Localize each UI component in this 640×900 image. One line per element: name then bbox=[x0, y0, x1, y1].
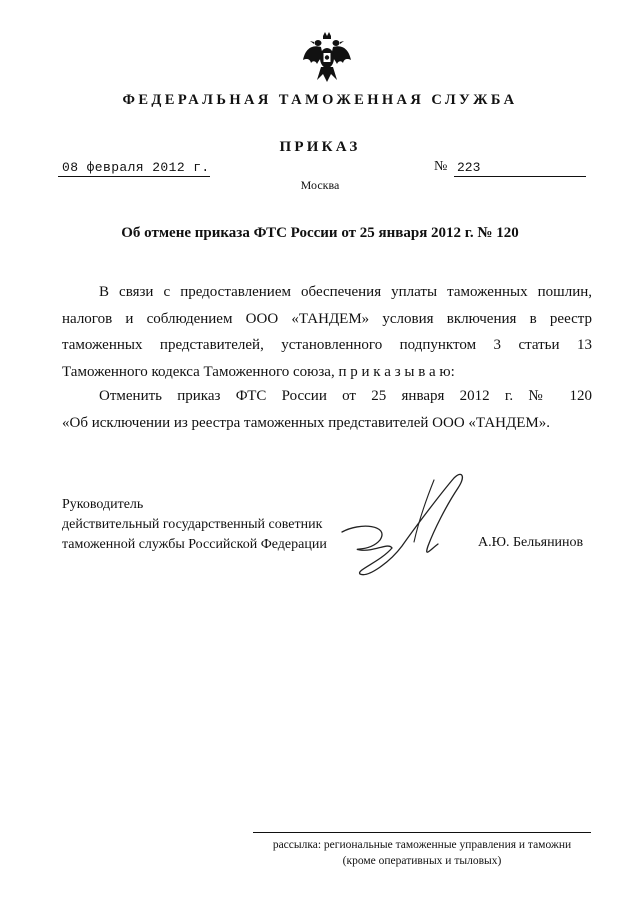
city: Москва bbox=[300, 178, 340, 192]
paragraph-2-text: Отменить приказ ФТС России от 25 января 2012 г. № 120 bbox=[99, 388, 592, 404]
signatory-title bbox=[62, 495, 327, 555]
distribution-line-1: рассылка: региональные таможенные управления и таможни bbox=[272, 839, 572, 851]
state-emblem-icon bbox=[301, 30, 353, 86]
body-paragraph-2 bbox=[62, 383, 592, 436]
number-underline bbox=[454, 176, 586, 177]
order-subject: Об отмене приказа ФТС России от 25 января 2012 г. № 120 bbox=[121, 225, 519, 241]
order-number: 223 bbox=[457, 160, 481, 175]
signatory-title-line-1: Руководитель bbox=[62, 497, 144, 512]
body-paragraph-1 bbox=[62, 279, 592, 385]
agency-name: ФЕДЕРАЛЬНАЯ ТАМОЖЕННАЯ СЛУЖБА bbox=[122, 92, 518, 108]
paragraph-2-last-line: «Об исключении из реестра таможенных представителей ООО «ТАНДЕМ». bbox=[62, 414, 550, 431]
handwritten-signature bbox=[330, 470, 470, 590]
distribution-line-2: (кроме оперативных и тыловых) bbox=[342, 855, 502, 867]
order-date: 08 февраля 2012 г. bbox=[62, 160, 210, 175]
number-sign: № bbox=[434, 159, 448, 174]
document-type: ПРИКАЗ bbox=[279, 139, 361, 155]
distribution-divider bbox=[253, 832, 591, 833]
signatory-title-line-2: действительный государственный советник bbox=[62, 517, 323, 532]
paragraph-1-text: В связи с предоставлением обеспечения уплаты таможенных пошлин, налогов и соблюдением ООО «ТАНДЕМ» условия включения в реестр таможенных представителей, установленного подпунктом 3 статьи 13 bbox=[62, 284, 592, 353]
signatory-title-line-3: таможенной службы Российской Федерации bbox=[62, 537, 327, 552]
date-underline bbox=[58, 176, 210, 177]
paragraph-1-last-line: Таможенного кодекса Таможенного союза, п р и к а з ы в а ю: bbox=[62, 363, 455, 380]
distribution-list bbox=[253, 837, 591, 869]
signatory-name: А.Ю. Бельянинов bbox=[478, 535, 584, 550]
